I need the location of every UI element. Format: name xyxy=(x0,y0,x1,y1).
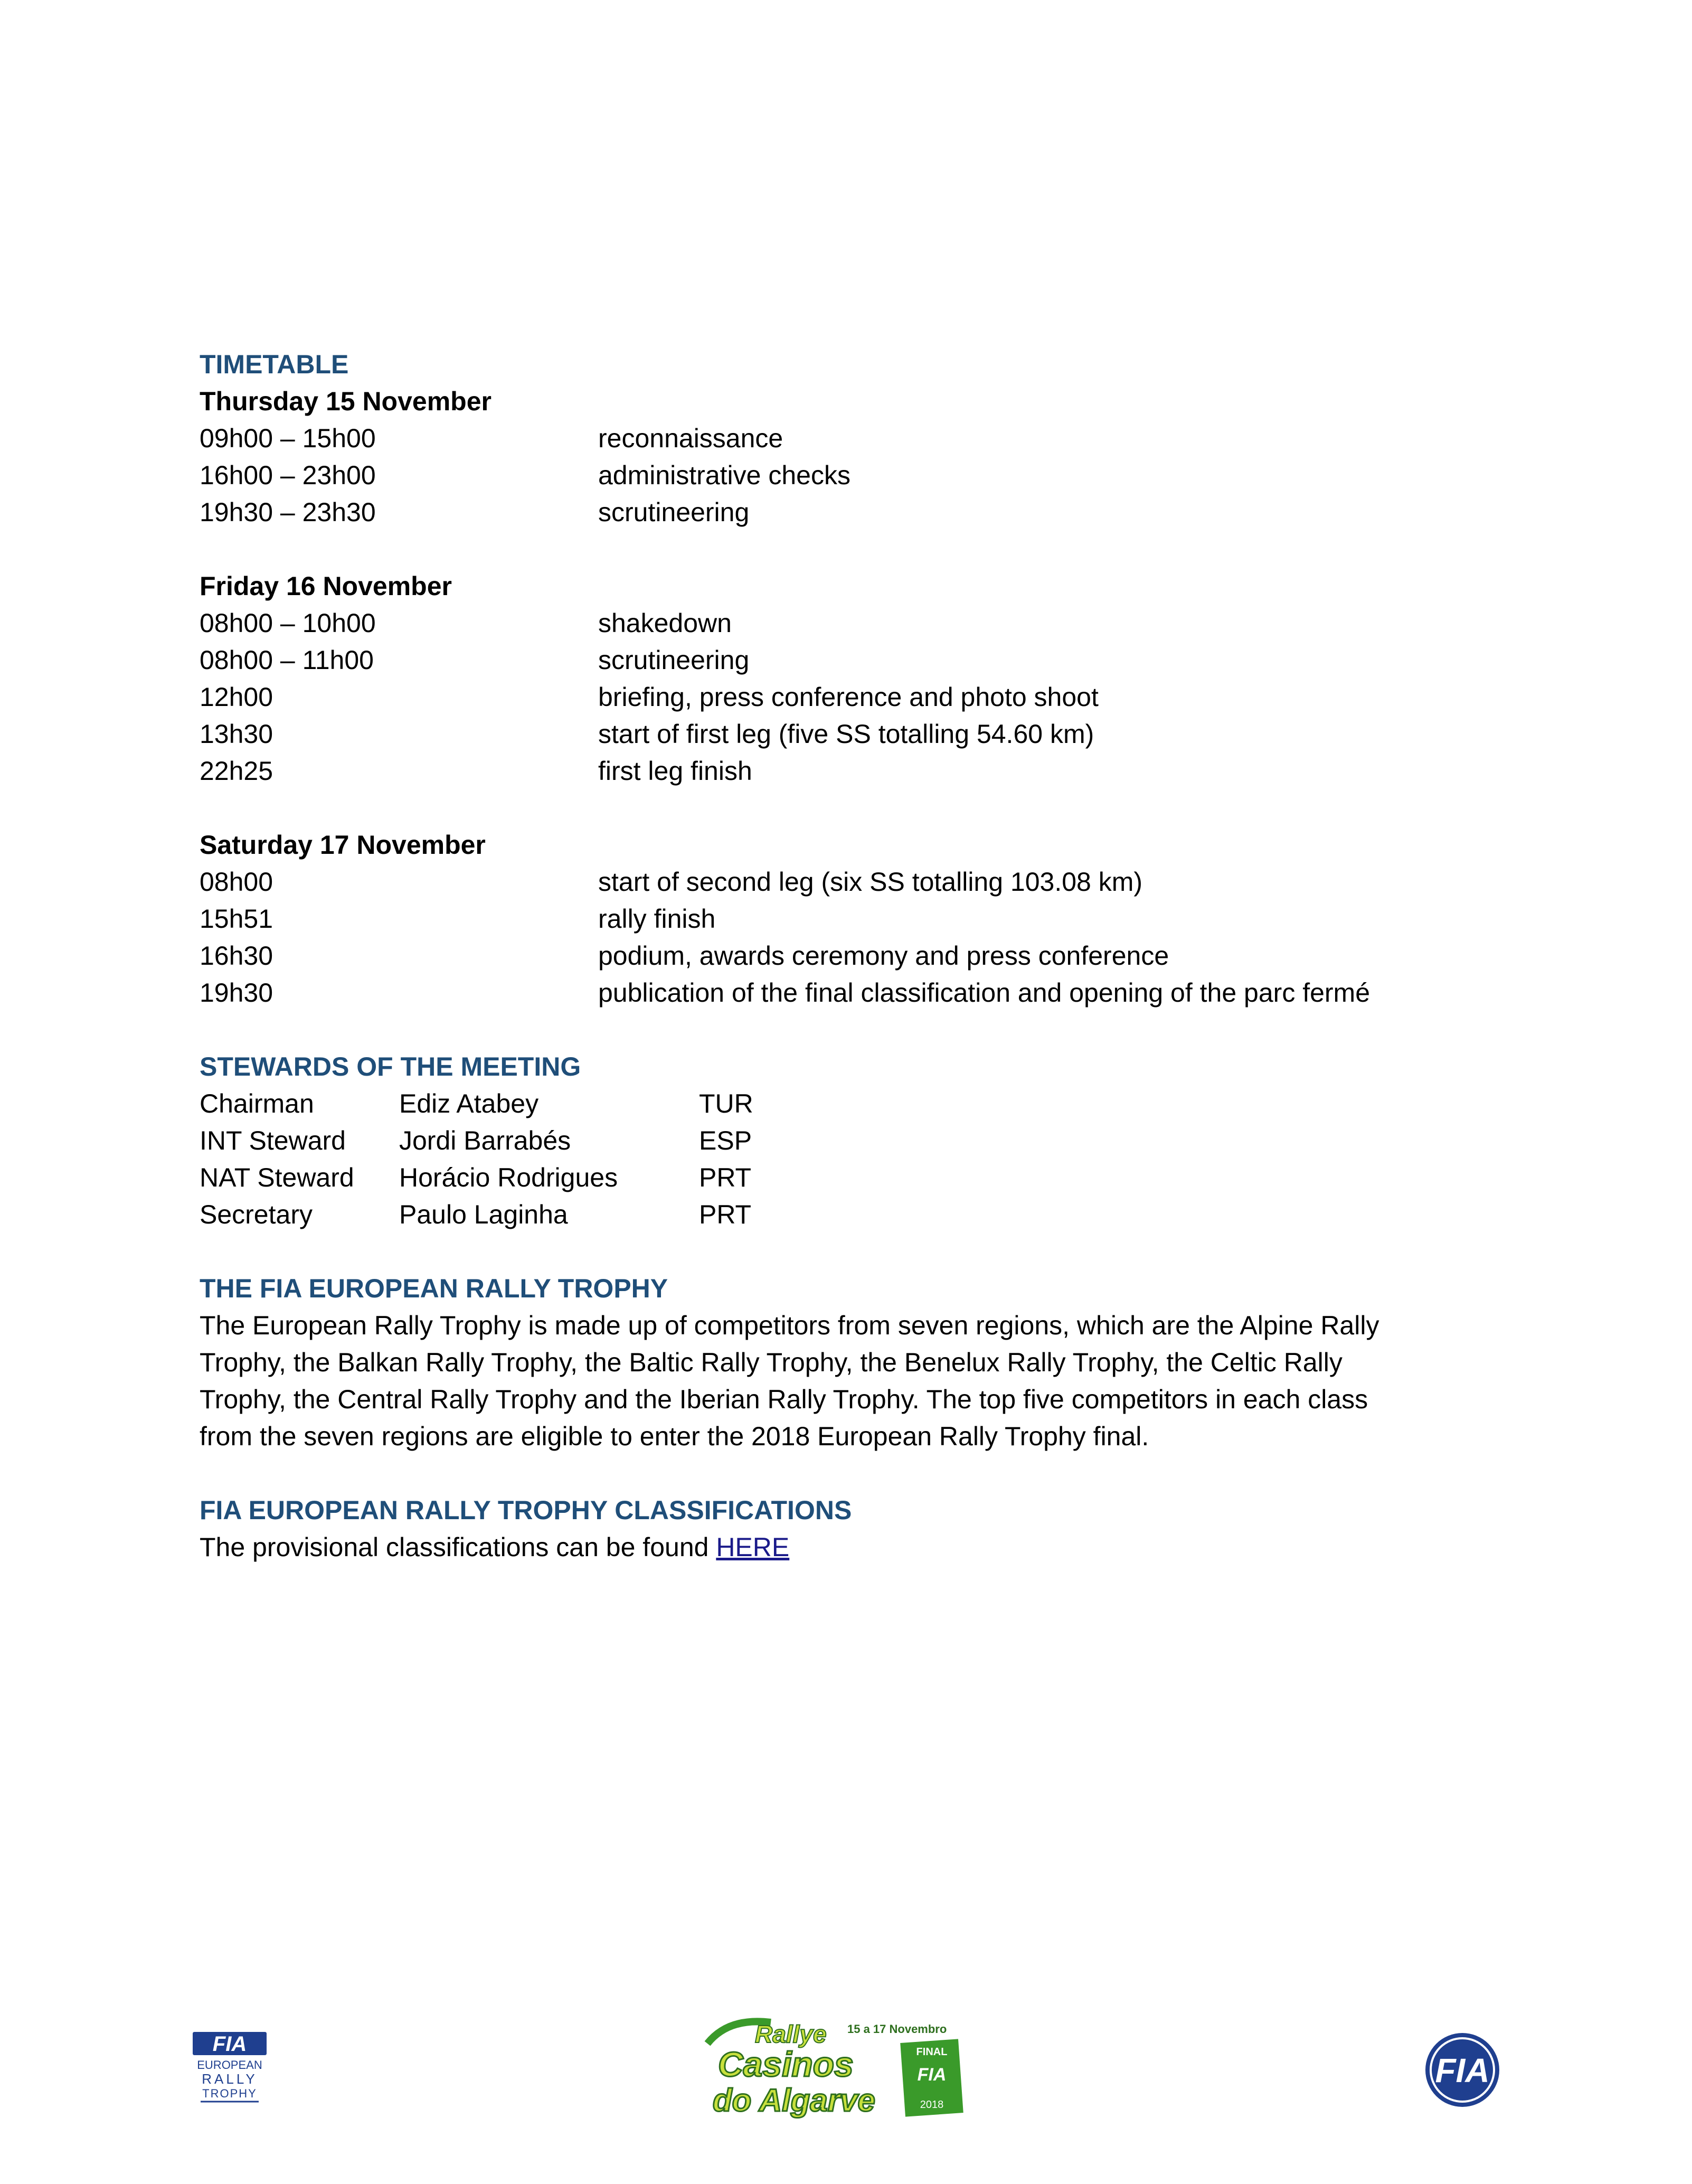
steward-row xyxy=(200,1085,1509,1122)
day-title: Saturday 17 November xyxy=(200,830,486,860)
european-rally-trophy-logo xyxy=(190,2028,269,2107)
steward-name: Jordi Barrabés xyxy=(399,1126,571,1155)
ert-logo-line3: TROPHY xyxy=(202,2087,257,2100)
time: 09h00 – 15h00 xyxy=(200,423,376,453)
timetable-row xyxy=(200,642,1509,679)
rally-logo-line3: do Algarve xyxy=(713,2083,875,2118)
time: 15h51 xyxy=(200,904,273,934)
event: start of second leg (six SS totalling 103.08 km) xyxy=(598,867,1143,897)
steward-role: Chairman xyxy=(200,1089,314,1118)
steward-row xyxy=(200,1122,1509,1159)
timetable-heading: TIMETABLE xyxy=(200,350,349,379)
rally-logo-line2: Casinos xyxy=(718,2045,854,2084)
classifications-heading: FIA EUROPEAN RALLY TROPHY CLASSIFICATIONS xyxy=(200,1495,852,1525)
steward-country: ESP xyxy=(699,1126,752,1155)
steward-role: NAT Steward xyxy=(200,1163,354,1192)
event: publication of the final classification and opening of the parc fermé xyxy=(598,978,1370,1008)
rally-logo-year: 2018 xyxy=(920,2099,944,2111)
time: 19h30 xyxy=(200,978,273,1008)
here-link[interactable]: HERE xyxy=(716,1532,790,1562)
event: administrative checks xyxy=(598,460,850,490)
steward-country: PRT xyxy=(699,1200,752,1229)
time: 16h30 xyxy=(200,941,273,971)
rallye-casinos-do-algarve-logo xyxy=(697,2012,971,2123)
classifications-sentence: The provisional classifications can be found xyxy=(200,1532,716,1562)
rally-logo-line1: Rallye xyxy=(755,2020,827,2048)
timetable-row xyxy=(200,420,1509,457)
day-title: Thursday 15 November xyxy=(200,387,491,416)
event: rally finish xyxy=(598,904,716,934)
event: scrutineering xyxy=(598,645,750,675)
steward-role: Secretary xyxy=(200,1200,313,1229)
steward-row xyxy=(200,1159,1509,1196)
time: 19h30 – 23h30 xyxy=(200,497,376,527)
rally-logo-dates: 15 a 17 Novembro xyxy=(847,2022,947,2036)
timetable-row xyxy=(200,716,1509,752)
trophy-paragraph xyxy=(200,1307,1509,1455)
timetable-row xyxy=(200,679,1509,716)
rally-logo-fia: FIA xyxy=(917,2065,947,2085)
steward-country: TUR xyxy=(699,1089,753,1118)
time: 08h00 – 11h00 xyxy=(200,645,374,675)
timetable-row xyxy=(200,900,1509,937)
fia-logo xyxy=(1404,2030,1520,2110)
rally-logo-final: FINAL xyxy=(916,2046,948,2058)
paragraph-line: from the seven regions are eligible to enter the 2018 European Rally Trophy final. xyxy=(200,1422,1149,1451)
ert-logo-fia-text: FIA xyxy=(212,2032,247,2056)
time: 08h00 xyxy=(200,867,273,897)
timetable-row xyxy=(200,863,1509,900)
timetable-row xyxy=(200,937,1509,974)
trophy-heading: THE FIA EUROPEAN RALLY TROPHY xyxy=(200,1274,668,1303)
event: scrutineering xyxy=(598,497,750,527)
event: reconnaissance xyxy=(598,423,783,453)
day-title: Friday 16 November xyxy=(200,571,452,601)
time: 16h00 – 23h00 xyxy=(200,460,376,490)
timetable-row xyxy=(200,457,1509,494)
event: shakedown xyxy=(598,608,732,638)
event: podium, awards ceremony and press conference xyxy=(598,941,1169,971)
steward-country: PRT xyxy=(699,1163,752,1192)
steward-role: INT Steward xyxy=(200,1126,346,1155)
steward-name: Paulo Laginha xyxy=(399,1200,568,1229)
fia-logo-text: FIA xyxy=(1435,2051,1490,2089)
steward-name: Horácio Rodrigues xyxy=(399,1163,618,1192)
time: 13h30 xyxy=(200,719,273,749)
paragraph-line: The European Rally Trophy is made up of competitors from seven regions, which are the Alpine Rally xyxy=(200,1311,1379,1340)
timetable-row xyxy=(200,974,1509,1011)
paragraph-line: Trophy, the Balkan Rally Trophy, the Baltic Rally Trophy, the Benelux Rally Trophy, the Celtic Rally xyxy=(200,1348,1343,1377)
timetable-row xyxy=(200,605,1509,642)
time: 08h00 – 10h00 xyxy=(200,608,376,638)
paragraph-line: Trophy, the Central Rally Trophy and the Iberian Rally Trophy. The top five competitors in each class xyxy=(200,1385,1368,1414)
classifications-text xyxy=(200,1529,1509,1566)
event: briefing, press conference and photo shoot xyxy=(598,682,1099,712)
ert-logo-line2: RALLY xyxy=(202,2071,258,2087)
steward-row xyxy=(200,1196,1509,1233)
event: start of first leg (five SS totalling 54.60 km) xyxy=(598,719,1094,749)
ert-logo-line1: EUROPEAN xyxy=(197,2058,262,2072)
timetable-row xyxy=(200,494,1509,531)
timetable-row xyxy=(200,752,1509,789)
stewards-heading: STEWARDS OF THE MEETING xyxy=(200,1052,581,1081)
footer-logos xyxy=(0,2012,1692,2139)
steward-name: Ediz Atabey xyxy=(399,1089,539,1118)
time: 22h25 xyxy=(200,756,273,786)
time: 12h00 xyxy=(200,682,273,712)
event: first leg finish xyxy=(598,756,752,786)
document-body xyxy=(200,346,1509,1566)
